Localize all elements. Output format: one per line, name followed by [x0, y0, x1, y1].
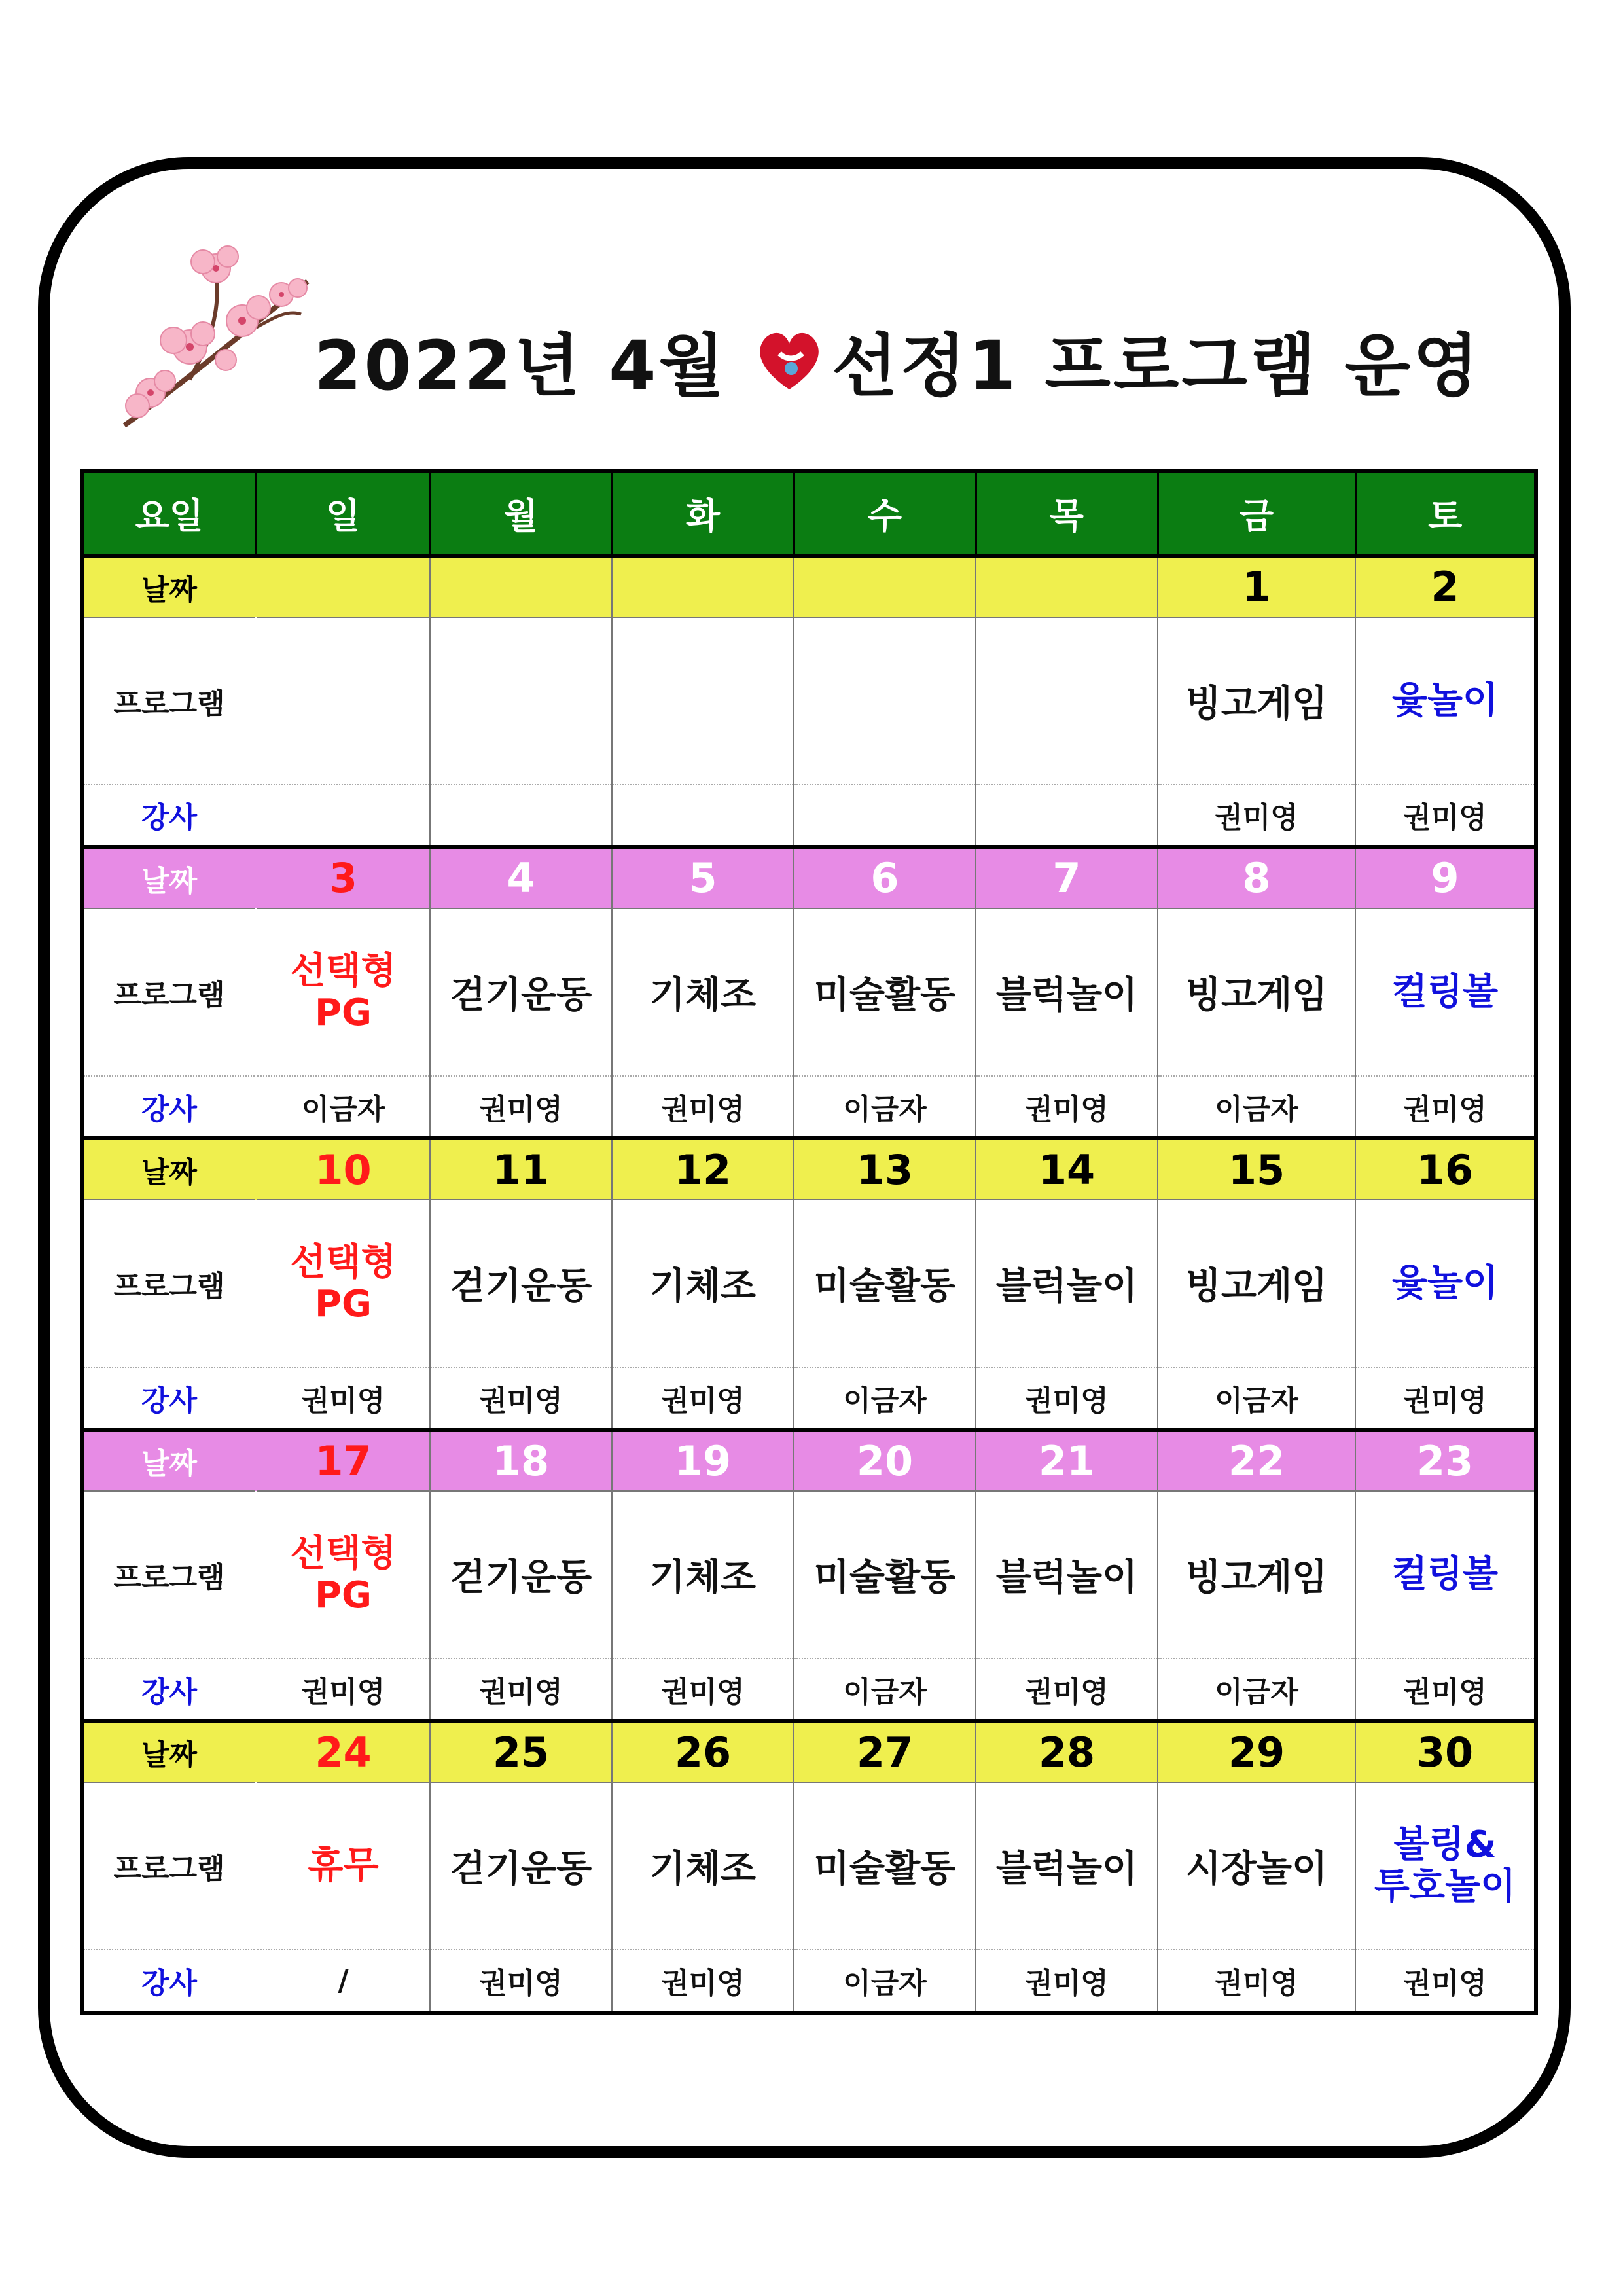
date-cell — [976, 556, 1158, 617]
header-day: 월 — [430, 471, 612, 556]
date-cell: 10 — [256, 1138, 430, 1200]
program-cell: 빙고게임 — [1158, 1491, 1355, 1659]
date-cell: 20 — [794, 1430, 976, 1492]
instructor-cell: 권미영 — [976, 1659, 1158, 1721]
program-row — [82, 617, 1536, 785]
header-day: 화 — [612, 471, 794, 556]
program-row — [82, 1782, 1536, 1950]
instructor-cell: 권미영 — [976, 1950, 1158, 2013]
program-cell: 걷기운동 — [430, 1491, 612, 1659]
program-cell: 휴무 — [256, 1782, 430, 1950]
date-cell: 17 — [256, 1430, 430, 1492]
instructor-cell: 권미영 — [430, 1950, 612, 2013]
program-cell: 블럭놀이 — [976, 1782, 1158, 1950]
program-cell: 미술활동 — [794, 1200, 976, 1367]
instructor-cell: 이금자 — [794, 1950, 976, 2013]
program-cell: 윷놀이 — [1355, 1200, 1536, 1367]
title-part2: 선정1 프로그램 운영 — [831, 326, 1482, 406]
program-row-label: 프로그램 — [82, 1782, 256, 1950]
instructor-cell: 권미영 — [1355, 1367, 1536, 1430]
date-cell: 1 — [1158, 556, 1355, 617]
instructor-cell: 권미영 — [256, 1367, 430, 1430]
instructor-cell — [256, 785, 430, 848]
program-cell: 빙고게임 — [1158, 617, 1355, 785]
program-cell: 볼링& 투호놀이 — [1355, 1782, 1536, 1950]
date-row-label: 날짜 — [82, 1430, 256, 1492]
date-cell: 11 — [430, 1138, 612, 1200]
date-row — [82, 1430, 1536, 1492]
program-row — [82, 908, 1536, 1076]
date-row-label: 날짜 — [82, 556, 256, 617]
date-cell: 15 — [1158, 1138, 1355, 1200]
program-row — [82, 1491, 1536, 1659]
date-cell: 5 — [612, 847, 794, 908]
program-cell: 선택형 PG — [256, 1200, 430, 1367]
instructor-cell: 권미영 — [1355, 1950, 1536, 2013]
date-cell — [794, 556, 976, 617]
program-cell: 미술활동 — [794, 1491, 976, 1659]
date-cell: 3 — [256, 847, 430, 908]
instructor-cell — [794, 785, 976, 848]
instructor-cell: 이금자 — [794, 1076, 976, 1139]
date-cell — [612, 556, 794, 617]
header-day: 금 — [1158, 471, 1355, 556]
instructor-row — [82, 1659, 1536, 1721]
program-cell: 컬링볼 — [1355, 1491, 1536, 1659]
instructor-row — [82, 1950, 1536, 2013]
instructor-cell: 권미영 — [612, 1950, 794, 2013]
date-cell: 27 — [794, 1721, 976, 1783]
instructor-cell: 이금자 — [1158, 1367, 1355, 1430]
program-cell: 미술활동 — [794, 908, 976, 1076]
instructor-cell: 권미영 — [430, 1659, 612, 1721]
page-title — [314, 311, 1481, 409]
program-cell — [976, 617, 1158, 785]
date-cell: 24 — [256, 1721, 430, 1783]
instructor-cell: 이금자 — [1158, 1076, 1355, 1139]
instructor-cell: 권미영 — [612, 1659, 794, 1721]
instructor-row — [82, 1076, 1536, 1139]
date-cell: 12 — [612, 1138, 794, 1200]
instructor-cell: 권미영 — [1158, 1950, 1355, 2013]
date-cell: 16 — [1355, 1138, 1536, 1200]
program-cell: 빙고게임 — [1158, 1200, 1355, 1367]
program-row-label: 프로그램 — [82, 617, 256, 785]
date-cell: 28 — [976, 1721, 1158, 1783]
date-row — [82, 847, 1536, 908]
header-day: 토 — [1355, 471, 1536, 556]
program-row-label: 프로그램 — [82, 1491, 256, 1659]
program-cell: 블럭놀이 — [976, 1491, 1158, 1659]
instructor-cell: 이금자 — [794, 1367, 976, 1430]
program-cell: 기체조 — [612, 908, 794, 1076]
date-cell — [256, 556, 430, 617]
instructor-cell — [976, 785, 1158, 848]
program-cell: 선택형 PG — [256, 1491, 430, 1659]
header-row — [82, 471, 1536, 556]
program-cell: 미술활동 — [794, 1782, 976, 1950]
program-cell: 시장놀이 — [1158, 1782, 1355, 1950]
date-cell: 2 — [1355, 556, 1536, 617]
program-cell: 걷기운동 — [430, 1200, 612, 1367]
date-cell: 26 — [612, 1721, 794, 1783]
program-row — [82, 1200, 1536, 1367]
header-day: 목 — [976, 471, 1158, 556]
date-cell: 7 — [976, 847, 1158, 908]
instructor-cell: 권미영 — [1158, 785, 1355, 848]
date-cell: 8 — [1158, 847, 1355, 908]
program-cell: 윷놀이 — [1355, 617, 1536, 785]
instructor-cell: 권미영 — [1355, 1076, 1536, 1139]
heart-logo-icon — [753, 324, 825, 396]
date-cell: 23 — [1355, 1430, 1536, 1492]
date-cell: 30 — [1355, 1721, 1536, 1783]
date-row-label: 날짜 — [82, 1138, 256, 1200]
program-row-label: 프로그램 — [82, 1200, 256, 1367]
instructor-row-label: 강사 — [82, 785, 256, 848]
program-row-label: 프로그램 — [82, 908, 256, 1076]
title-part1: 2022년 4월 — [314, 326, 727, 406]
date-cell: 9 — [1355, 847, 1536, 908]
instructor-row-label: 강사 — [82, 1076, 256, 1139]
date-row — [82, 1721, 1536, 1783]
date-cell: 18 — [430, 1430, 612, 1492]
instructor-cell: 권미영 — [612, 1076, 794, 1139]
date-cell: 29 — [1158, 1721, 1355, 1783]
date-cell: 21 — [976, 1430, 1158, 1492]
date-cell: 22 — [1158, 1430, 1355, 1492]
instructor-cell — [430, 785, 612, 848]
program-cell: 블럭놀이 — [976, 1200, 1158, 1367]
instructor-row — [82, 1367, 1536, 1430]
instructor-cell: 권미영 — [430, 1367, 612, 1430]
instructor-cell: 권미영 — [1355, 785, 1536, 848]
program-cell: 컬링볼 — [1355, 908, 1536, 1076]
instructor-cell: 이금자 — [1158, 1659, 1355, 1721]
date-row-label: 날짜 — [82, 1721, 256, 1783]
date-cell: 14 — [976, 1138, 1158, 1200]
instructor-cell — [612, 785, 794, 848]
instructor-row — [82, 785, 1536, 848]
program-cell: 기체조 — [612, 1782, 794, 1950]
weeks-body — [82, 556, 1536, 2013]
instructor-row-label: 강사 — [82, 1659, 256, 1721]
date-row-label: 날짜 — [82, 847, 256, 908]
header-day-label: 요일 — [82, 471, 256, 556]
date-cell: 13 — [794, 1138, 976, 1200]
instructor-cell: / — [256, 1950, 430, 2013]
program-cell: 블럭놀이 — [976, 908, 1158, 1076]
instructor-cell: 권미영 — [256, 1659, 430, 1721]
instructor-row-label: 강사 — [82, 1367, 256, 1430]
date-cell: 4 — [430, 847, 612, 908]
program-calendar-table — [80, 469, 1538, 2015]
instructor-cell: 이금자 — [794, 1659, 976, 1721]
program-cell — [794, 617, 976, 785]
date-row — [82, 556, 1536, 617]
header-day: 일 — [256, 471, 430, 556]
program-cell: 기체조 — [612, 1200, 794, 1367]
date-cell: 25 — [430, 1721, 612, 1783]
date-cell: 19 — [612, 1430, 794, 1492]
date-cell: 6 — [794, 847, 976, 908]
date-cell — [430, 556, 612, 617]
date-row — [82, 1138, 1536, 1200]
instructor-cell: 권미영 — [612, 1367, 794, 1430]
program-cell: 선택형 PG — [256, 908, 430, 1076]
program-cell: 기체조 — [612, 1491, 794, 1659]
program-cell — [430, 617, 612, 785]
program-cell: 빙고게임 — [1158, 908, 1355, 1076]
instructor-cell: 권미영 — [976, 1076, 1158, 1139]
program-cell — [256, 617, 430, 785]
header-day: 수 — [794, 471, 976, 556]
instructor-cell: 이금자 — [256, 1076, 430, 1139]
instructor-cell: 권미영 — [976, 1367, 1158, 1430]
instructor-cell: 권미영 — [430, 1076, 612, 1139]
title-row — [111, 236, 1512, 445]
instructor-cell: 권미영 — [1355, 1659, 1536, 1721]
program-cell: 걷기운동 — [430, 1782, 612, 1950]
program-cell: 걷기운동 — [430, 908, 612, 1076]
cherry-blossom-icon — [111, 242, 321, 439]
program-cell — [612, 617, 794, 785]
instructor-row-label: 강사 — [82, 1950, 256, 2013]
